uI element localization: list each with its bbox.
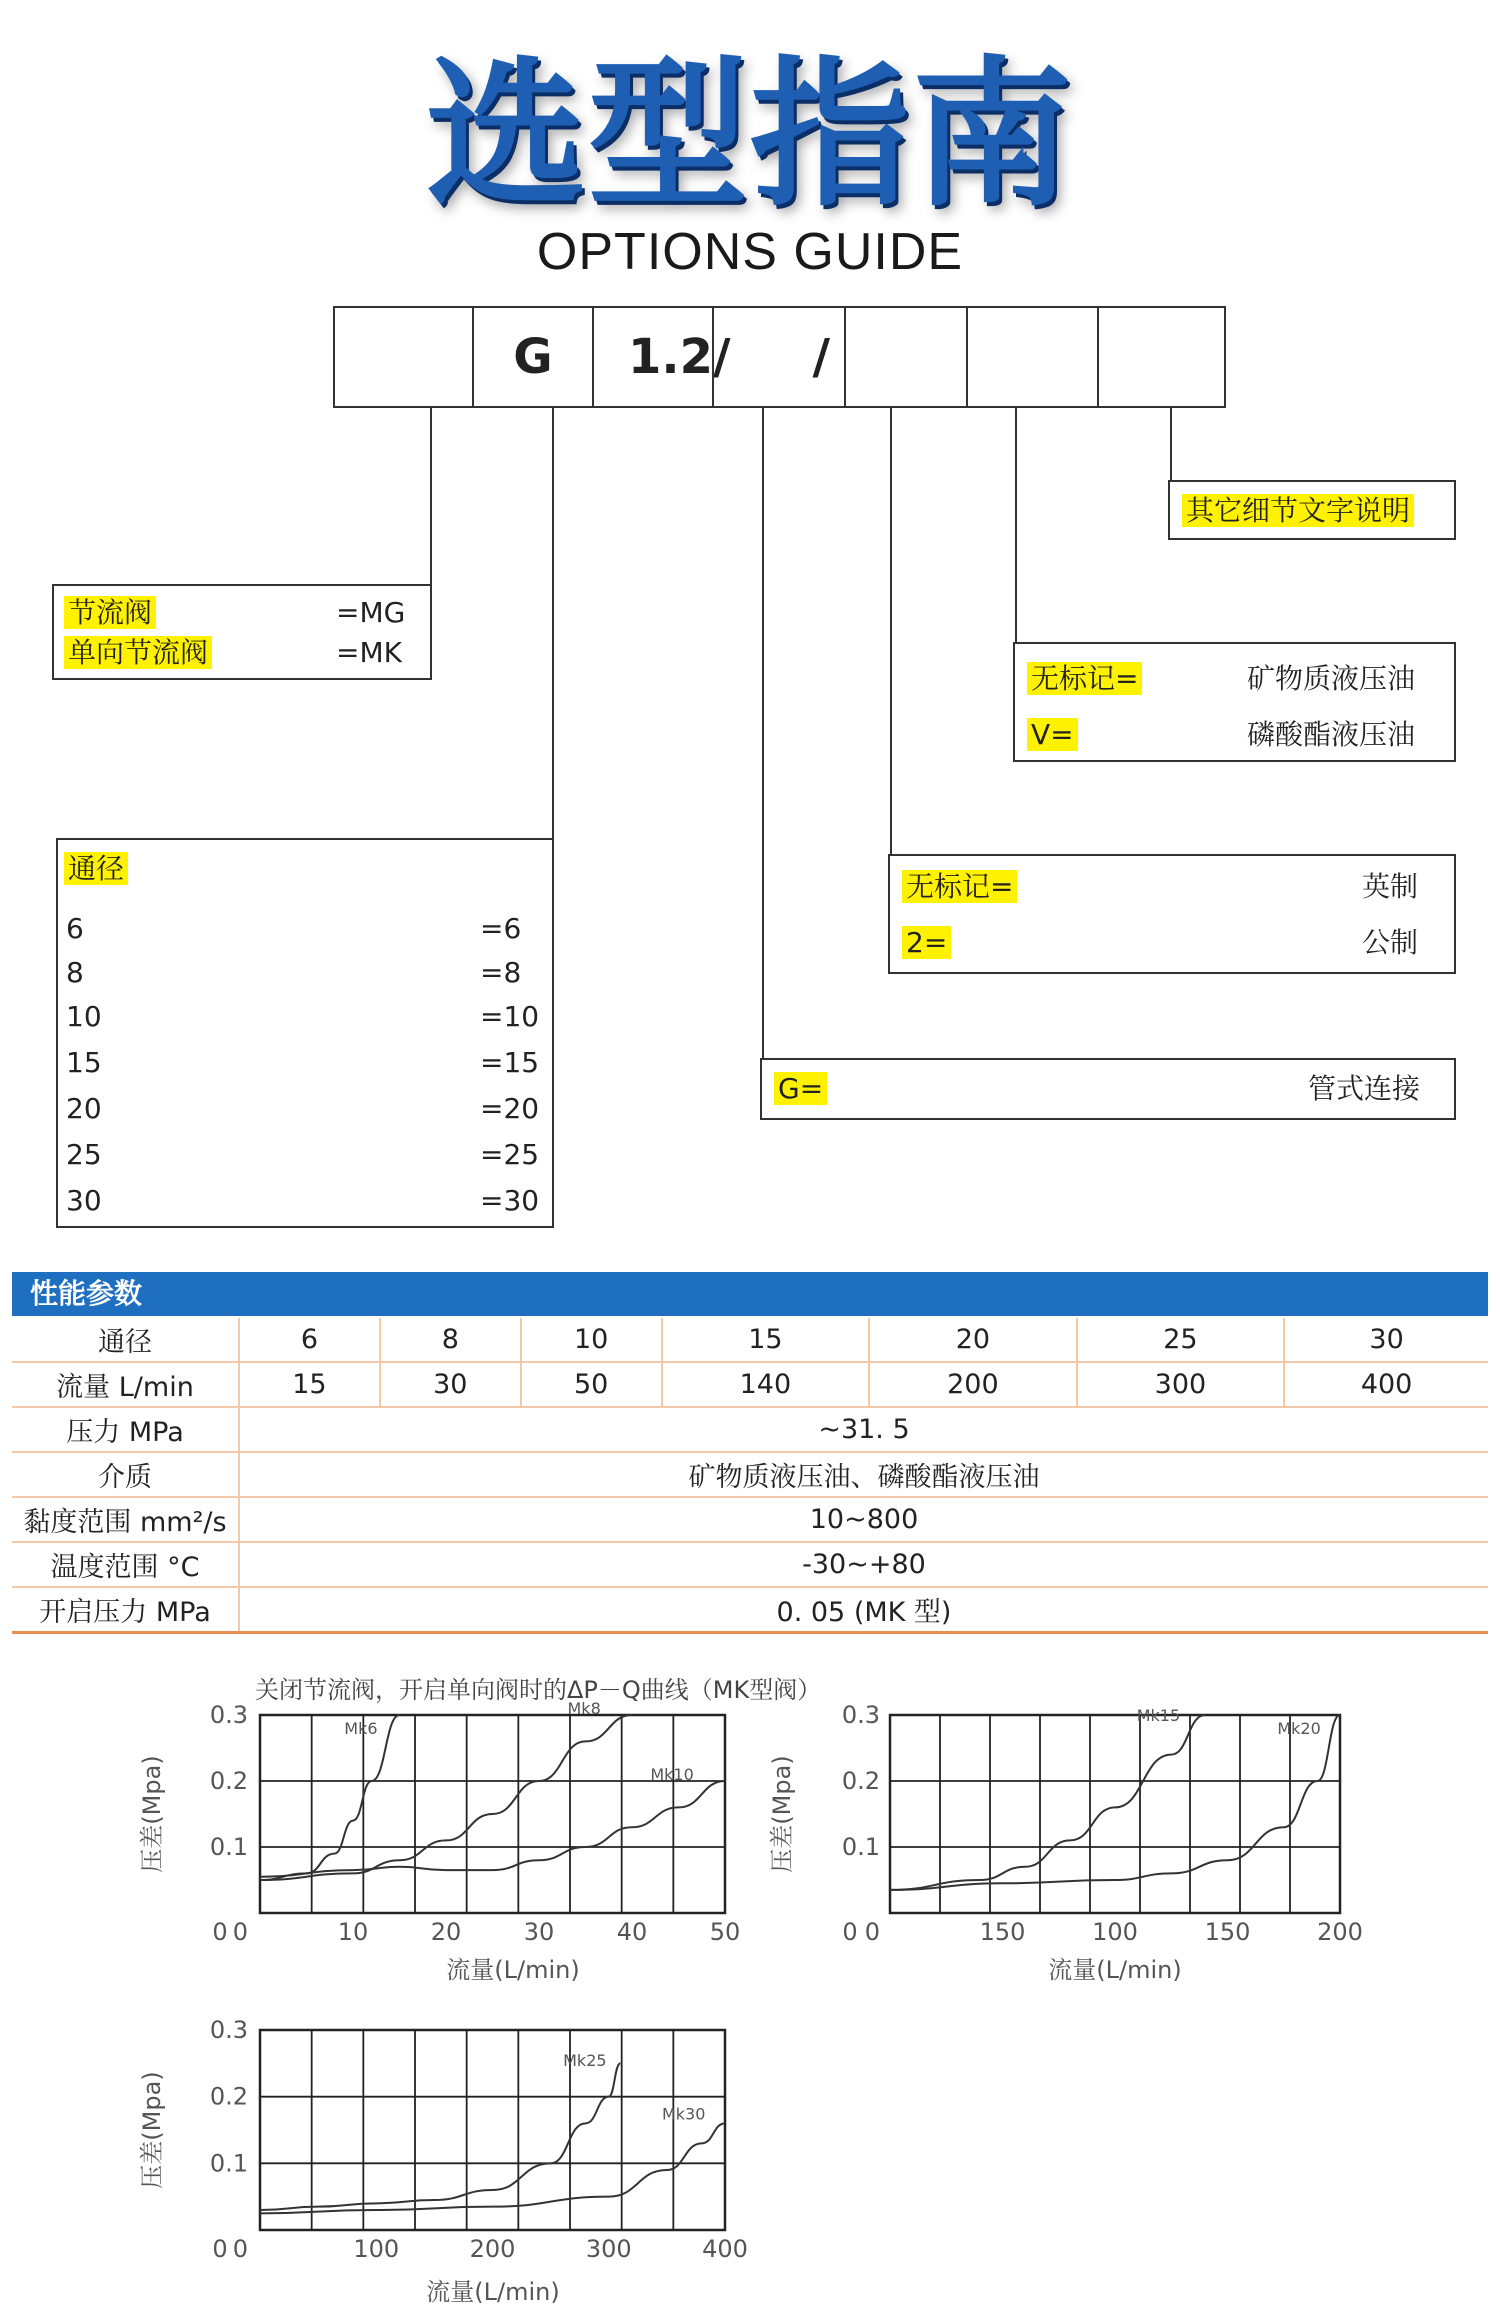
table-row [12, 1452, 1488, 1497]
y-tick-label: 0 [232, 2235, 248, 2263]
y-tick-label: 0.2 [209, 1767, 248, 1795]
code-cell-2-text: G [513, 329, 553, 385]
valve-type-code: =MK [336, 636, 402, 669]
table-cell: 15 [662, 1318, 870, 1362]
bore-code: =30 [480, 1184, 540, 1217]
fluid-label: 无标记= [1027, 662, 1142, 695]
unit-label: 2= [902, 926, 951, 959]
x-tick-label: 100 [353, 2235, 400, 2263]
table-row [12, 1407, 1488, 1452]
x-tick-label: 0 [212, 2235, 228, 2263]
bore-code: =8 [480, 956, 522, 989]
connector-line [430, 408, 432, 586]
series-label: Mk20 [1277, 1719, 1321, 1738]
table-cell: 400 [1284, 1362, 1488, 1407]
y-axis-label: 压差(Mpa) [138, 1755, 166, 1873]
table-cell: 15 [239, 1362, 380, 1407]
code-cell-2 [472, 306, 594, 408]
x-tick-label: 200 [1317, 1918, 1363, 1946]
y-tick-label: 0.3 [841, 1701, 880, 1729]
row-label: 通径 [12, 1318, 239, 1362]
code-cell-4 [712, 306, 846, 408]
code-cell-3 [592, 306, 731, 408]
row-label: 压力 MPa [12, 1407, 239, 1452]
connector-line [890, 408, 892, 856]
x-tick-label: 20 [430, 1918, 462, 1946]
valve-type-label: 单向节流阀 [64, 636, 212, 669]
y-tick-label: 0.1 [209, 2149, 248, 2178]
series-label: Mk25 [563, 2051, 607, 2070]
valve-type-code: =MG [336, 596, 406, 629]
bore-code: =6 [480, 912, 522, 945]
fluid-value: 矿物质液压油 [1247, 662, 1416, 695]
x-tick-label: 400 [702, 2235, 748, 2263]
y-axis-label: 压差(Mpa) [138, 2071, 166, 2189]
page-subtitle: OPTIONS GUIDE [536, 223, 964, 281]
bore-code: =25 [480, 1138, 540, 1171]
row-label: 黏度范围 mm²/s [12, 1497, 239, 1542]
series-line-mk8 [260, 1715, 632, 1880]
fluid-box [1013, 642, 1456, 762]
code-cell-5 [844, 306, 968, 408]
x-axis-label: 流量(L/min) [1048, 1956, 1182, 1984]
x-tick-label: 30 [523, 1918, 555, 1946]
y-tick-label: 0.3 [209, 2016, 248, 2044]
table-row [12, 1587, 1488, 1633]
y-tick-label: 0.1 [209, 1833, 248, 1861]
code-cell-3-text: 1.2/ [628, 329, 731, 385]
x-tick-label: 150 [1204, 1918, 1251, 1946]
series-label: Mk6 [344, 1719, 378, 1738]
connection-value: 管式连接 [1307, 1072, 1420, 1105]
bore-size: 6 [66, 912, 84, 945]
row-label: 温度范围 °C [12, 1542, 239, 1587]
performance-title: 性能参数 [12, 1272, 1488, 1316]
row-label: 介质 [12, 1452, 239, 1497]
series-label: Mk8 [567, 1699, 601, 1719]
table-cell: 200 [869, 1362, 1077, 1407]
series-line-mk15 [890, 1715, 1205, 1890]
table-cell: ~31. 5 [239, 1407, 1488, 1452]
page-title: 选型指南 [425, 41, 1074, 228]
other-note-box [1168, 480, 1456, 540]
code-cell-4-text: / [812, 329, 830, 385]
table-cell: 6 [239, 1318, 380, 1362]
bore-code: =15 [480, 1046, 540, 1079]
table-row [12, 1362, 1488, 1407]
table-cell: 0. 05 (MK 型) [239, 1587, 1488, 1633]
bore-size: 15 [66, 1046, 102, 1079]
bore-size: 25 [66, 1138, 102, 1171]
y-tick-label: 0 [864, 1918, 880, 1946]
table-row [12, 1542, 1488, 1587]
x-axis-label: 流量(L/min) [446, 1956, 580, 1984]
connector-line [1015, 408, 1017, 644]
connector-line [762, 408, 764, 1060]
x-axis-label: 流量(L/min) [426, 2278, 560, 2306]
fluid-value: 磷酸酯液压油 [1247, 718, 1416, 751]
unit-label: 无标记= [902, 870, 1017, 903]
series-label: Mk10 [650, 1765, 694, 1785]
y-tick-label: 0.2 [209, 2082, 248, 2111]
plot-frame [260, 2030, 725, 2230]
table-cell: 10~800 [239, 1497, 1488, 1542]
bore-title: 通径 [64, 852, 128, 885]
x-tick-label: 0 [212, 1918, 228, 1946]
table-row [12, 1497, 1488, 1542]
bore-box [56, 838, 554, 1228]
series-line-mk10 [260, 1781, 725, 1877]
bore-code: =20 [480, 1092, 540, 1125]
x-tick-label: 100 [1092, 1918, 1138, 1946]
y-axis-label: 压差(Mpa) [768, 1755, 796, 1873]
table-cell: 140 [662, 1362, 870, 1407]
table-row [12, 1318, 1488, 1362]
table-cell: 20 [869, 1318, 1077, 1362]
fluid-label: V= [1027, 718, 1078, 751]
code-cell-7 [1097, 306, 1226, 408]
chart-2 [768, 1700, 1420, 2000]
connection-box [760, 1058, 1456, 1120]
row-label: 流量 L/min [12, 1362, 239, 1407]
x-tick-label: 40 [616, 1918, 648, 1946]
table-cell: 30 [380, 1362, 521, 1407]
y-tick-label: 0 [232, 1918, 248, 1946]
table-cell: 300 [1077, 1362, 1285, 1407]
x-tick-label: 300 [585, 2235, 632, 2263]
bore-size: 30 [66, 1184, 102, 1217]
y-tick-label: 0.2 [841, 1767, 880, 1795]
connector-line [1170, 408, 1172, 482]
plot-frame [890, 1715, 1340, 1913]
y-tick-label: 0.3 [209, 1701, 248, 1729]
bore-code: =10 [480, 1000, 540, 1033]
x-tick-label: 0 [842, 1918, 858, 1946]
x-tick-label: 50 [709, 1918, 741, 1946]
series-line-mk6 [260, 1715, 400, 1880]
valve-type-label: 节流阀 [64, 596, 156, 629]
chart-title: 关闭节流阀，开启单向阀时的ΔP－Q曲线（MK型阀） [255, 1676, 822, 1704]
table-cell: 30 [1284, 1318, 1488, 1362]
table-cell: 25 [1077, 1318, 1285, 1362]
valve-type-box [52, 584, 432, 680]
y-tick-label: 0.1 [841, 1833, 880, 1861]
chart-1 [130, 1700, 770, 2000]
series-label: Mk30 [661, 2104, 706, 2124]
bore-size: 10 [66, 1000, 102, 1033]
row-label: 开启压力 MPa [12, 1587, 239, 1633]
table-cell: -30~+80 [239, 1542, 1488, 1587]
table-cell: 50 [521, 1362, 662, 1407]
other-note-label: 其它细节文字说明 [1182, 494, 1414, 527]
connection-label: G= [774, 1072, 827, 1105]
unit-value: 公制 [1361, 926, 1418, 959]
performance-table [12, 1318, 1488, 1634]
code-cell-6 [966, 306, 1099, 408]
bore-size: 8 [66, 956, 84, 989]
series-line-mk30 [260, 2123, 725, 2213]
x-tick-label: 200 [469, 2235, 516, 2263]
series-label: Mk15 [1136, 1705, 1181, 1725]
series-line-mk20 [890, 1715, 1340, 1890]
table-cell: 矿物质液压油、磷酸酯液压油 [239, 1452, 1488, 1497]
connector-line [552, 408, 554, 840]
code-cell-1 [333, 306, 474, 408]
unit-box [888, 854, 1456, 974]
unit-value: 英制 [1361, 870, 1418, 903]
table-cell: 10 [521, 1318, 662, 1362]
series-line-mk25 [260, 2063, 620, 2210]
table-cell: 8 [380, 1318, 521, 1362]
x-tick-label: 10 [337, 1918, 369, 1946]
bore-size: 20 [66, 1092, 102, 1125]
chart-3 [130, 2005, 770, 2315]
x-tick-label: 150 [979, 1918, 1026, 1946]
